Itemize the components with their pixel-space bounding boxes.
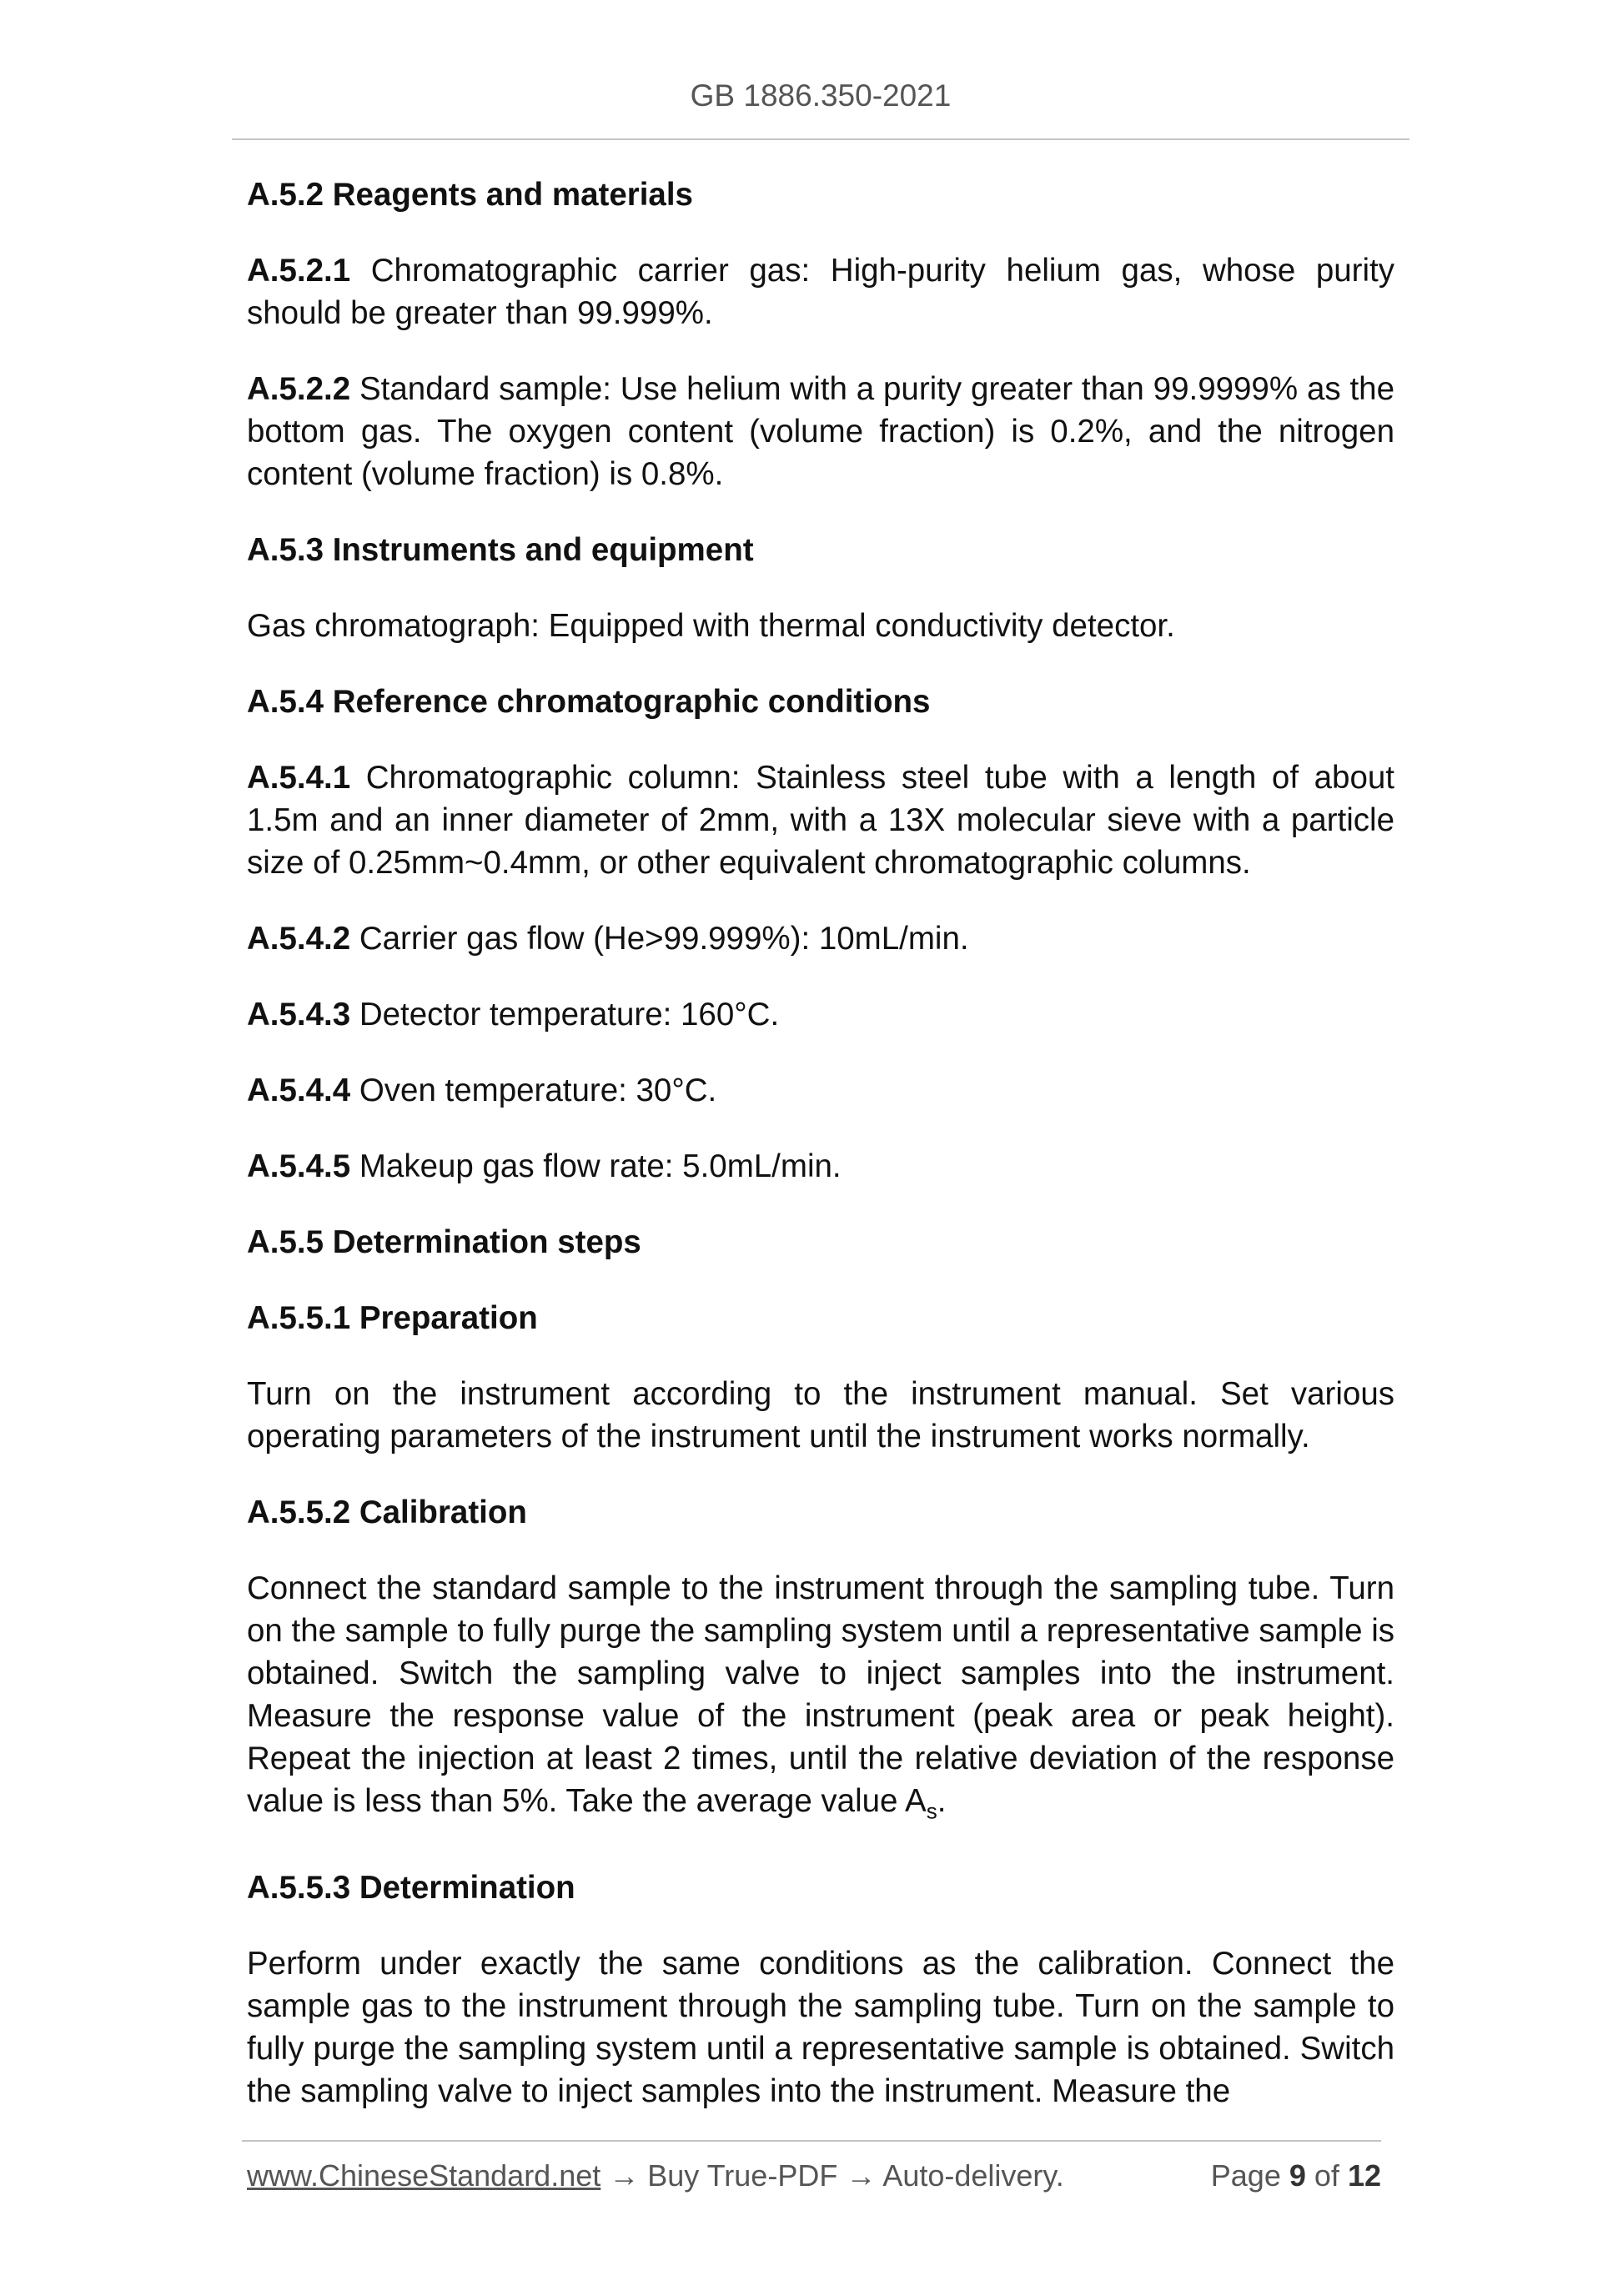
paragraph-a53: Gas chromatograph: Equipped with thermal conductivity detector. — [247, 608, 1175, 644]
heading-a53: A.5.3 Instruments and equipment — [247, 532, 754, 568]
calibration-end: . — [937, 1783, 947, 1819]
footer-divider — [242, 2140, 1381, 2142]
clause-number: A.5.4.2 — [247, 921, 351, 957]
paragraph-a542 — [247, 917, 1394, 960]
clause-number: A.5.4.4 — [247, 1073, 351, 1108]
page-total: 12 — [1347, 2158, 1381, 2193]
clause-number: A.5.2.1 — [247, 253, 351, 289]
paragraph-a552 — [247, 1567, 1394, 1833]
page-word: Page — [1210, 2158, 1281, 2193]
page-footer — [247, 2158, 1381, 2193]
clause-number: A.5.2.2 — [247, 371, 351, 407]
clause-text: Oven temperature: 30°C. — [350, 1073, 717, 1108]
paragraph-a551: Turn on the instrument according to the instrument manual. Set various operating parameters of the instrument until the instrument works normally. — [247, 1376, 1394, 1454]
clause-number: A.5.4.3 — [247, 997, 351, 1032]
website-link[interactable]: www.ChineseStandard.net — [247, 2158, 601, 2193]
clause-number: A.5.4.1 — [247, 760, 351, 796]
page-header — [232, 75, 1409, 140]
heading-a551: A.5.5.1 Preparation — [247, 1300, 538, 1336]
clause-text: Chromatographic column: Stainless steel tube with a length of about 1.5m and an inner diameter of 2mm, with a 13X molecular sieve with a particle size of 0.25mm~0.4mm, or other equivalent chromatographic columns. — [247, 760, 1394, 881]
paragraph-a522 — [247, 368, 1394, 495]
paragraph-a541 — [247, 756, 1394, 884]
heading-a54: A.5.4 Reference chromatographic conditions — [247, 684, 931, 720]
subscript-s: s — [926, 1798, 937, 1824]
header-title: GB 1886.350-2021 — [690, 78, 952, 113]
paragraph-a521 — [247, 249, 1394, 334]
paragraph-a545 — [247, 1145, 1394, 1188]
clause-text: Chromatographic carrier gas: High-purity helium gas, whose purity should be greater than 99.999%. — [247, 253, 1394, 331]
document-body — [247, 173, 1394, 2146]
clause-text: Carrier gas flow (He>99.999%): 10mL/min. — [350, 921, 969, 957]
paragraph-a553: Perform under exactly the same conditions as the calibration. Connect the sample gas to the instrument through the sampling tube. Turn on the sample to fully purge the sampling system until a representative sample is obtained. Switch the sampling valve to inject samples into the instrument. Measure the — [247, 1945, 1394, 2109]
heading-a52: A.5.2 Reagents and materials — [247, 177, 693, 213]
clause-text: Makeup gas flow rate: 5.0mL/min. — [350, 1148, 842, 1184]
heading-a552: A.5.5.2 Calibration — [247, 1495, 527, 1530]
clause-text: Standard sample: Use helium with a purity greater than 99.9999% as the bottom gas. The oxygen content (volume fraction) is 0.2%, and the nitrogen content (volume fraction) is 0.8%. — [247, 371, 1394, 492]
heading-a55: A.5.5 Determination steps — [247, 1224, 641, 1260]
clause-number: A.5.4.5 — [247, 1148, 351, 1184]
of-word: of — [1314, 2158, 1339, 2193]
footer-tagline: → Buy True-PDF → Auto-delivery. — [600, 2158, 1064, 2193]
page-number — [1211, 2158, 1381, 2193]
calibration-text: Connect the standard sample to the instrument through the sampling tube. Turn on the sample to fully purge the sampling system until a representative sample is obtained. Switch the sampling valve to inject samples into the instrument. Measure the response value of the instrument (peak area or peak height). Repeat the injection at least 2 times, until the relative deviation of the response value is less than 5%. Take the average value A — [247, 1570, 1394, 1819]
page-current: 9 — [1289, 2158, 1306, 2193]
paragraph-a544 — [247, 1069, 1394, 1112]
clause-text: Detector temperature: 160°C. — [350, 997, 780, 1032]
paragraph-a543 — [247, 993, 1394, 1036]
heading-a553: A.5.5.3 Determination — [247, 1869, 575, 1906]
